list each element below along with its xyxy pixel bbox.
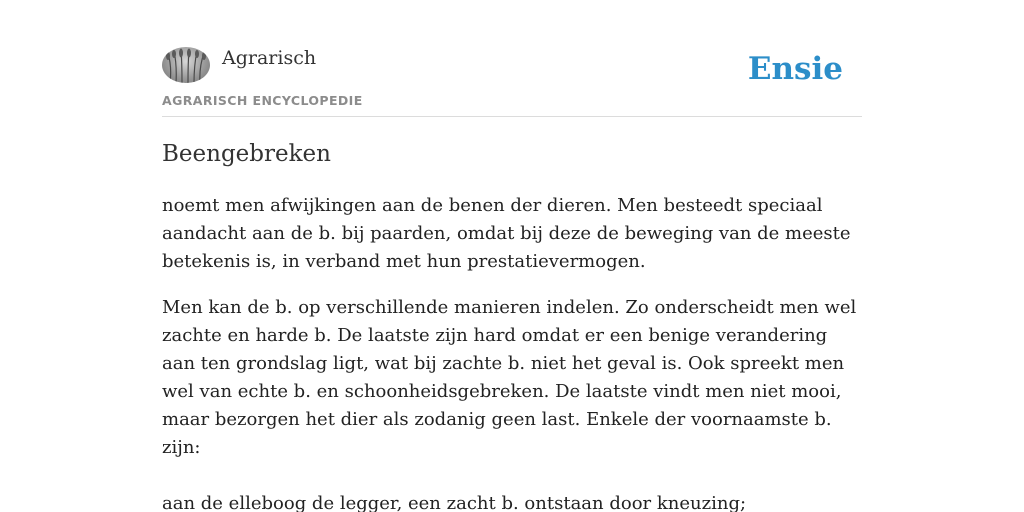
site-subtitle: AGRARISCH ENCYCLOPEDIE	[162, 93, 363, 108]
article-title: Beengebreken	[162, 141, 331, 167]
article	[162, 138, 862, 512]
article-paragraph: noemt men afwijkingen aan de benen der dieren. Men besteedt speciaal aandacht aan de b. bij paarden, omdat bij deze de beweging van de meeste betekenis is, in verband met hun prestatievermogen.	[162, 195, 851, 272]
article-paragraph: Men kan de b. op verschillende manieren indelen. Zo onderscheidt men wel zachte en harde b. De laatste zijn hard omdat er een benige verandering aan ten grondslag ligt, wat bij zachte b. niet het geval is. Ook spreekt men wel van echte b. en schoonheidsgebreken. De laatste vindt men niet mooi, maar bezorgen het dier als zodanig geen last. Enkele der voornaamste b. zijn:	[162, 297, 857, 458]
article-paragraph: aan de elleboog de legger, een zacht b. ontstaan door kneuzing;	[162, 493, 747, 512]
site-name[interactable]: Agrarisch	[222, 47, 317, 69]
ensie-logo-link[interactable]: Ensie	[747, 51, 843, 87]
wheat-icon[interactable]	[162, 47, 210, 83]
site-header	[162, 0, 862, 117]
